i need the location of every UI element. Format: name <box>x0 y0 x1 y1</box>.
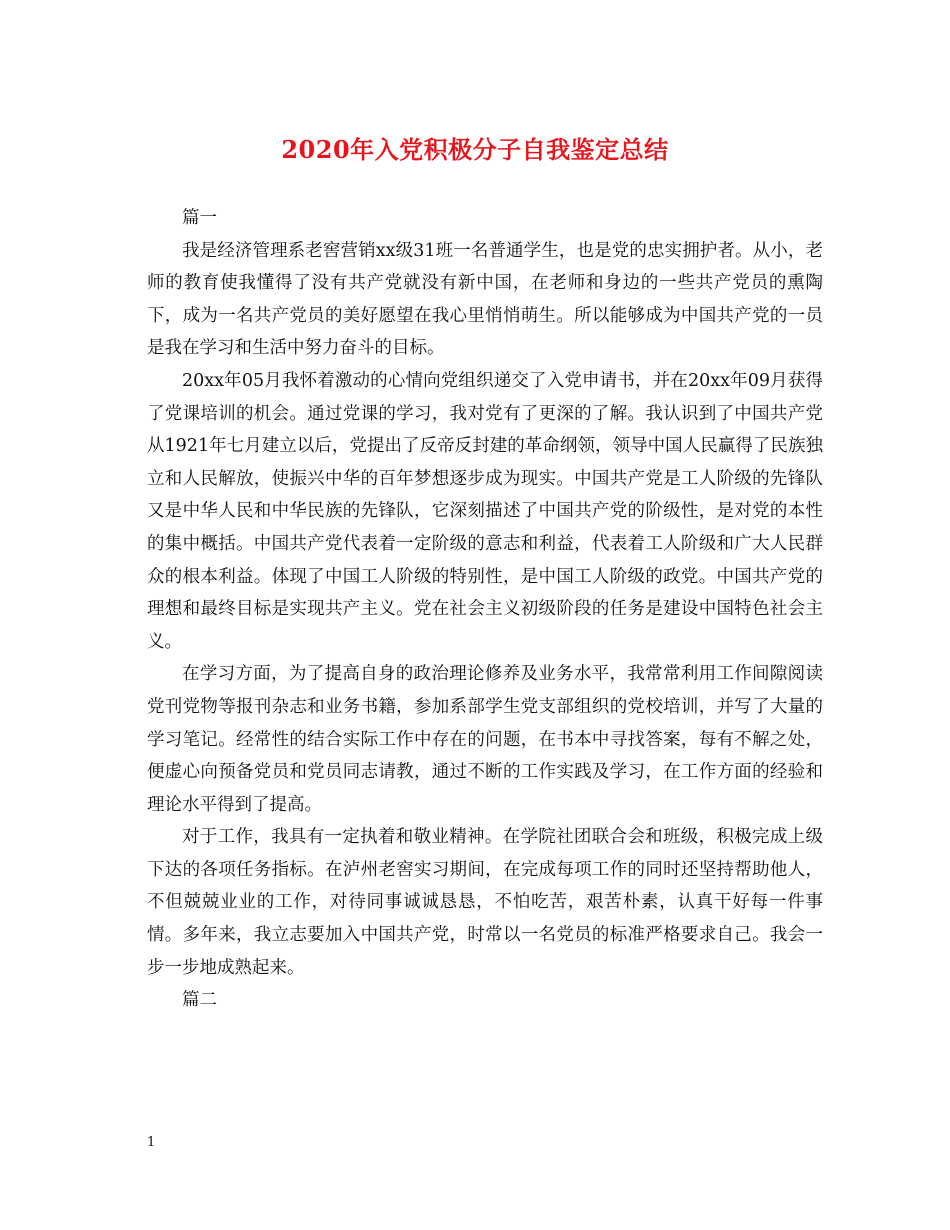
body-paragraph-3: 在学习方面，为了提高自身的政治理论修养及业务水平，我常常利用工作间隙阅读党刊党物等报刊杂志和业务书籍，参加系部学生党支部组织的党校培训，并写了大量的学习笔记。经常性的结合实际工作中存在的问题，在书本中寻找答案，每有不解之处，便虚心向预备党员和党员同志请教，通过不断的工作实践及学习，在工作方面的经验和理论水平得到了提高。 <box>147 664 823 815</box>
section-heading-2: 篇二 <box>182 990 217 1011</box>
page-number: 1 <box>147 1135 156 1150</box>
document-body <box>147 202 823 1017</box>
body-paragraph-1: 我是经济管理系老窖营销xx级31班一名普通学生，也是党的忠实拥护者。从小，老师的教育使我懂得了没有共产党就没有新中国，在老师和身边的一些共产党员的熏陶下，成为一名共产党员的美好愿望在我心里悄悄萌生。所以能够成为中国共产党的一员是我在学习和生活中努力奋斗的目标。 <box>147 240 823 359</box>
body-paragraph-4: 对于工作，我具有一定执着和敬业精神。在学院社团联合会和班级，积极完成上级下达的各项任务指标。在泸州老窖实习期间，在完成每项工作的同时还坚持帮助他人，不但兢兢业业的工作，对待同事诚诚恳恳，不怕吃苦，艰苦朴素，认真干好每一件事情。多年来，我立志要加入中国共产党，时常以一名党员的标准严格要求自己。我会一步一步地成熟起来。 <box>147 827 823 978</box>
section-heading-1: 篇一 <box>182 208 217 228</box>
body-paragraph-2: 20xx年05月我怀着激动的心情向党组织递交了入党申请书，并在20xx年09月获得了党课培训的机会。通过党课的学习，我对党有了更深的了解。我认识到了中国共产党从1921年七月建立以后，党提出了反帝反封建的革命纲领，领导中国人民赢得了民族独立和人民解放，使振兴中华的百年梦想逐步成为现实。中国共产党是工人阶级的先锋队又是中华人民和中华民族的先锋队，它深刻描述了中国共产党的阶级性，是对党的本性的集中概括。中国共产党代表着一定阶级的意志和利益，代表着工人阶级和广大人民群众的根本利益。体现了中国工人阶级的特别性，是中国工人阶级的政党。中国共产党的理想和最终目标是实现共产主义。党在社会主义初级阶段的任务是建设中国特色社会主义。 <box>147 370 823 652</box>
document-title: 2020年入党积极分子自我鉴定总结 <box>281 135 669 164</box>
